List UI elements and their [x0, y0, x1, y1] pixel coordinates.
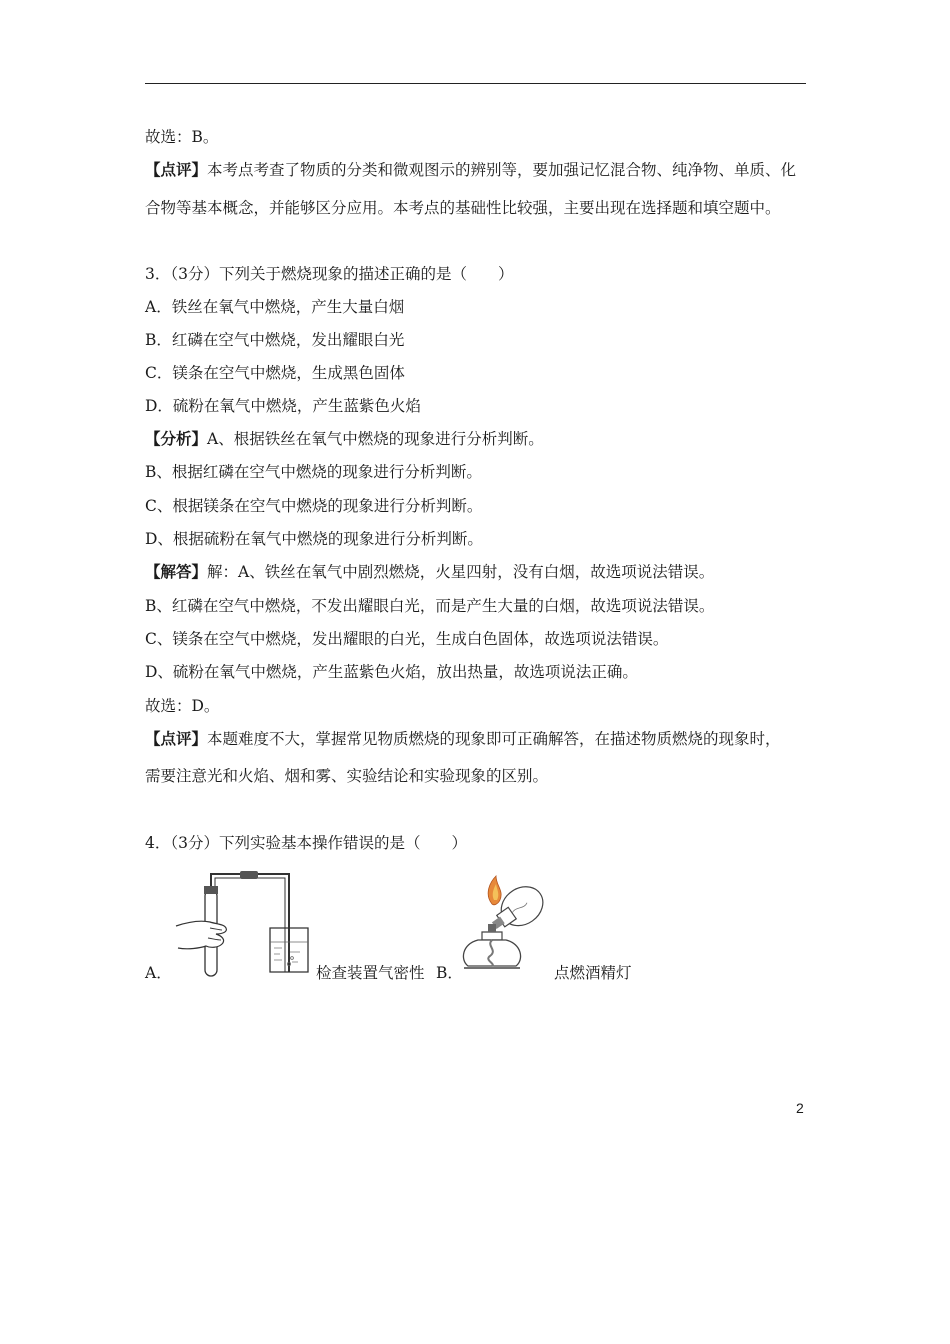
q3-answer: 故选：D。 — [145, 697, 220, 715]
page-number: 2 — [796, 1100, 804, 1116]
q4-option-b-letter: B． — [436, 964, 463, 982]
comment-text: 本题难度不大，掌握常见物质燃烧的现象即可正确解答，在描述物质燃烧的现象时， — [207, 730, 781, 748]
lighting-alcohol-lamp-figure — [456, 870, 556, 980]
q4-option-b-caption: 点燃酒精灯 — [554, 964, 632, 982]
q3-solution-line2: B、红磷在空气中燃烧，不发出耀眼白光，而是产生大量的白烟，故选项说法错误。 — [145, 597, 715, 615]
q3-analysis-line3: C、根据镁条在空气中燃烧的现象进行分析判断。 — [145, 497, 483, 515]
comment-tag: 【点评】 — [145, 160, 208, 179]
q3-option-c: C．镁条在空气中燃烧，生成黑色固体 — [145, 364, 405, 382]
q3-analysis-line4: D、根据硫粉在氧气中燃烧的现象进行分析判断。 — [145, 530, 483, 548]
q4-stem: 4．（3分）下列实验基本操作错误的是（ ） — [145, 834, 467, 852]
q3-solution-line4: D、硫粉在氧气中燃烧，产生蓝紫色火焰，放出热量，故选项说法正确。 — [145, 663, 638, 681]
q3-option-d: D．硫粉在氧气中燃烧，产生蓝紫色火焰 — [145, 397, 421, 415]
q3-solution-line1 — [145, 562, 714, 582]
solution-tag: 【解答】 — [145, 562, 208, 581]
comment-text: 本考点考查了物质的分类和微观图示的辨别等，要加强记忆混合物、纯净物、单质、化 — [207, 161, 797, 179]
q3-analysis-line1 — [145, 429, 544, 449]
comment-tag: 【点评】 — [145, 729, 208, 748]
q3-solution-line3: C、镁条在空气中燃烧，发出耀眼的白光，生成白色固体，故选项说法错误。 — [145, 630, 669, 648]
q3-option-a: A．铁丝在氧气中燃烧，产生大量白烟 — [145, 298, 405, 316]
q4-option-a-caption: 检查装置气密性 — [316, 964, 425, 982]
q4-option-a-letter: A． — [145, 964, 172, 982]
q3-analysis-line2: B、根据红磷在空气中燃烧的现象进行分析判断。 — [145, 463, 482, 481]
q3-option-b: B．红磷在空气中燃烧，发出耀眼白光 — [145, 331, 405, 349]
q3-stem: 3．（3分）下列关于燃烧现象的描述正确的是（ ） — [145, 265, 514, 283]
q3-comment-line1 — [145, 729, 781, 749]
solution-text: 解：A、铁丝在氧气中剧烈燃烧，火星四射，没有白烟，故选项说法错误。 — [207, 563, 715, 581]
q3-comment-line2: 需要注意光和火焰、烟和雾、实验结论和实验现象的区别。 — [145, 767, 549, 785]
analysis-tag: 【分析】 — [145, 429, 208, 448]
prev-answer: 故选：B。 — [145, 128, 219, 146]
prev-comment-line1 — [145, 160, 796, 180]
header-rule — [145, 83, 806, 84]
airtightness-check-figure — [166, 868, 316, 980]
prev-comment-line2: 合物等基本概念，并能够区分应用。本考点的基础性比较强，主要出现在选择题和填空题中。 — [145, 199, 781, 217]
analysis-text: A、根据铁丝在氧气中燃烧的现象进行分析判断。 — [207, 430, 544, 448]
